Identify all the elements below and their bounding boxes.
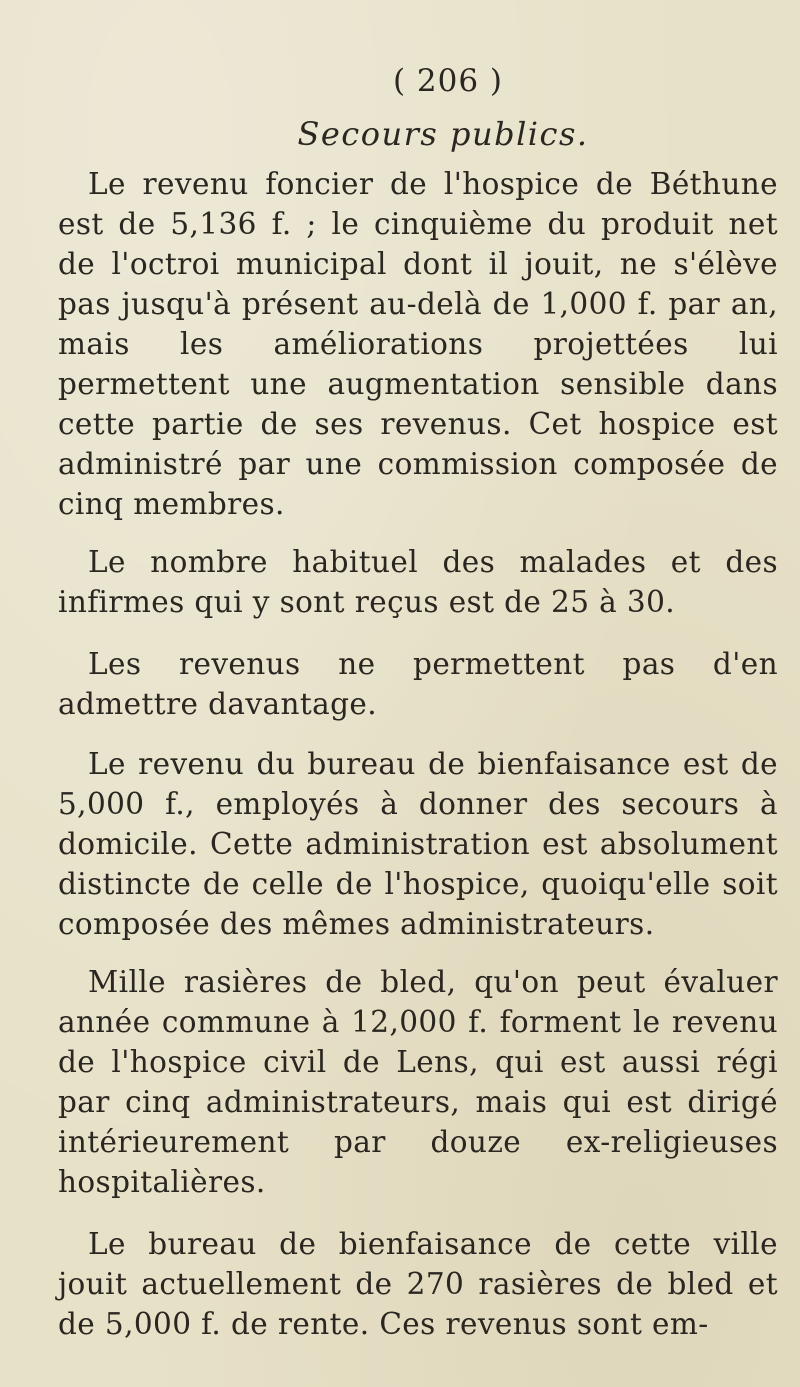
section-heading: Secours publics. (297, 115, 589, 153)
paragraph-town-charity: Le bureau de bienfaisance de cette ville jouit actuellement de 270 rasières de bled et de 5,000 f. de rente. Ces revenus sont em- (58, 1227, 778, 1341)
paragraph-charity-office: Le revenu du bureau de bienfaisance est de 5,000 f., employés à donner des secours à domicile. Cette administration est absolument distincte de celle de l'hospice, quoiqu'elle soit composée des mêmes administrateurs. (58, 747, 778, 941)
page-number: ( 206 ) (392, 63, 504, 99)
paragraph-revenue-limit: Les revenus ne permettent pas d'en admettre davantage. (58, 647, 778, 721)
paragraph-patient-count: Le nombre habituel des malades et des infirmes qui y sont reçus est de 25 à 30. (58, 545, 778, 619)
paragraph-lens-hospice: Mille rasières de bled, qu'on peut évaluer année commune à 12,000 f. forment le revenu de l'hospice civil de Lens, qui est aussi régi par cinq administrateurs, mais qui est dirigé intérieurement par douze ex-religieuses hospitalières. (58, 965, 778, 1199)
paragraph-bethune-hospice: Le revenu foncier de l'hospice de Béthune est de 5,136 f. ; le cinquième du produit net de l'octroi municipal dont il jouit, ne s'élève pas jusqu'à présent au-delà de 1,000 f. par an, mais les améliorations projettées lui permettent une augmentation sensible dans cette partie de ses revenus. Cet hospice est administré par une commission composée de cinq membres. (58, 167, 778, 521)
